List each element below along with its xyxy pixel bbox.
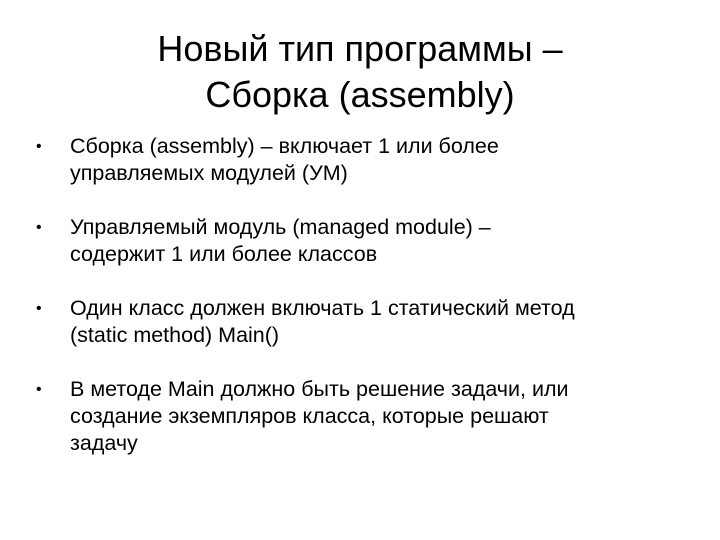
bullet-text-line: Управляемый модуль (managed module) – bbox=[70, 215, 491, 239]
bullet-item bbox=[36, 376, 696, 457]
bullet-text-line: создание экземпляров класса, которые решают bbox=[70, 404, 549, 428]
bullet-item bbox=[36, 214, 696, 268]
bullet-dot-icon: • bbox=[36, 381, 42, 398]
bullet-text bbox=[70, 133, 696, 187]
bullet-text bbox=[70, 376, 696, 457]
bullet-text-line: управляемых модулей (УМ) bbox=[70, 161, 348, 185]
bullet-item bbox=[36, 295, 696, 349]
slide-title-line: Новый тип программы – bbox=[157, 28, 563, 69]
bullet-text-line: Сборка (assembly) – включает 1 или более bbox=[70, 134, 499, 158]
slide-title-line: Сборка (assembly) bbox=[205, 74, 515, 115]
bullet-text bbox=[70, 295, 696, 349]
slide-title bbox=[36, 26, 684, 118]
bullet-text-line: задачу bbox=[70, 431, 138, 455]
bullet-text-line: содержит 1 или более классов bbox=[70, 242, 378, 266]
bullet-text-line: В методе Main должно быть решение задачи, или bbox=[70, 377, 569, 401]
bullet-dot-icon: • bbox=[36, 300, 42, 317]
bullet-text bbox=[70, 214, 696, 268]
bullet-dot-icon: • bbox=[36, 138, 42, 155]
bullet-item bbox=[36, 133, 696, 187]
bullet-text-line: (static method) Main() bbox=[70, 323, 280, 347]
bullet-list bbox=[36, 133, 696, 457]
bullet-dot-icon: • bbox=[36, 219, 42, 236]
bullet-text-line: Один класс должен включать 1 статический метод bbox=[70, 296, 575, 320]
